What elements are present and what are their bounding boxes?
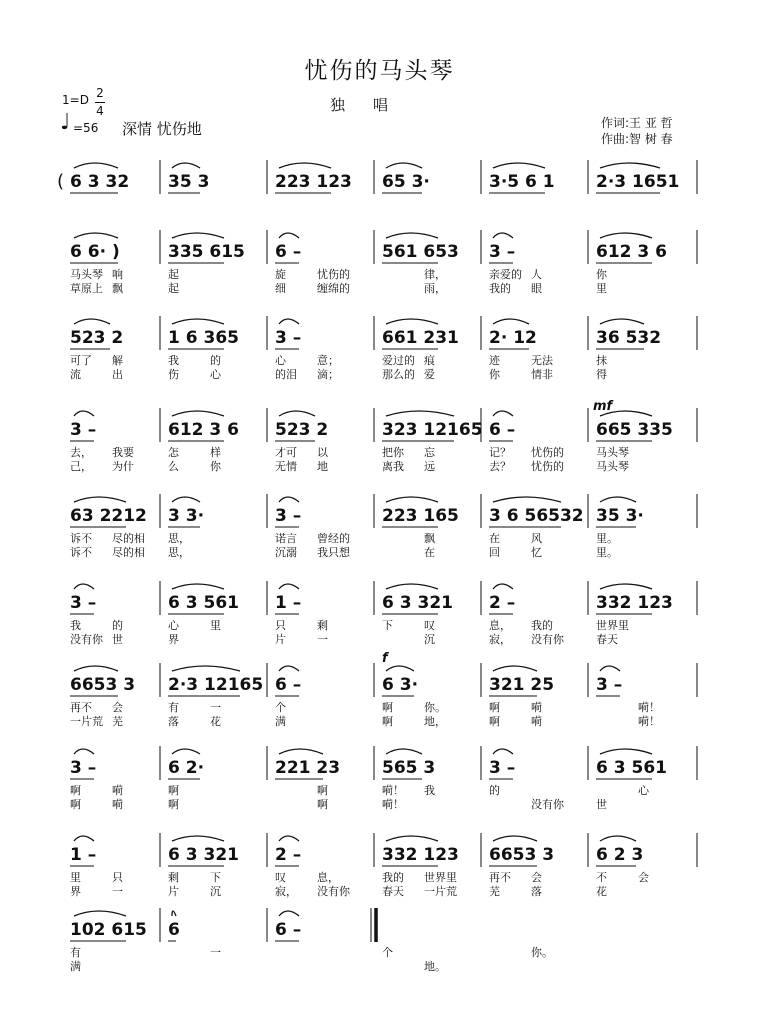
lyric-verse-2: 马头琴 [596, 460, 629, 473]
lyric-verse-2: 一 [317, 633, 328, 646]
lyric-verse-1: 一 [210, 701, 221, 714]
slur [74, 836, 94, 841]
slur [386, 163, 422, 168]
slur [279, 163, 331, 168]
lyric-verse-1: 有 [70, 946, 81, 959]
lyric-verse-1: 的 [489, 784, 500, 797]
lyric-verse-1: 我的 [382, 871, 404, 884]
measure-notes: 661 231 [382, 328, 459, 348]
lyric-verse-1: 无法 [531, 354, 553, 367]
lyric-verse-1: 怎 [168, 446, 179, 459]
measure-notes: 3 – [70, 420, 97, 440]
slur [279, 233, 299, 238]
lyric-verse-1: 你。 [424, 701, 446, 714]
slur [279, 749, 323, 754]
measure-notes: 6 – [489, 420, 516, 440]
measure-notes: 6653 3 [70, 675, 136, 695]
slur [279, 319, 299, 324]
lyric-verse-2: 没有你 [531, 633, 564, 646]
lyric-verse-2: 满 [70, 960, 81, 973]
lyric-verse-2: 一 [112, 885, 123, 898]
lyric-verse-2: 情非 [531, 368, 553, 381]
measure-notes: 3 – [596, 675, 623, 695]
lyric-verse-1: 尽的相 [112, 532, 145, 545]
lyric-verse-1: 的 [210, 354, 221, 367]
slur [172, 749, 200, 754]
lyric-verse-1: 息， [317, 871, 339, 884]
slur [386, 233, 438, 238]
lyric-verse-1: 解 [112, 354, 123, 367]
slur [74, 666, 118, 671]
lyric-verse-1: 风 [531, 532, 542, 545]
lyric-verse-1: 啊 [489, 701, 500, 714]
measure-notes: 2·3 12165 [168, 675, 264, 695]
lyric-verse-2: 嗬 [531, 715, 542, 728]
lyric-verse-2: 满 [275, 715, 286, 728]
lyric-verse-2: 忧伤的 [531, 460, 564, 473]
lyric-verse-2: 诉不 [70, 546, 92, 559]
lyric-verse-2: 雨， [424, 282, 446, 295]
lyric-verse-1: 可了 [70, 354, 92, 367]
slur [74, 319, 110, 324]
lyric-verse-2: 啊 [317, 798, 328, 811]
slur [172, 584, 224, 589]
measure-notes: 65 3· [382, 172, 430, 192]
measure-notes: 612 3 6 [168, 420, 239, 440]
lyric-verse-2: 己， [70, 460, 92, 473]
lyric-verse-1: 世界里 [424, 871, 457, 884]
slur [74, 584, 94, 589]
lyric-verse-2: 眼 [531, 282, 542, 295]
lyric-verse-1: 世界里 [596, 619, 629, 632]
lyric-verse-2: 起 [168, 282, 179, 295]
measure-notes: 3 – [489, 758, 516, 778]
measure-notes: 612 3 6 [596, 242, 667, 262]
lyric-verse-1: 人 [531, 268, 542, 281]
lyric-verse-2: 在 [424, 546, 435, 559]
lyric-verse-1: 叹 [275, 871, 286, 884]
lyric-verse-1: 嗬！ [638, 701, 660, 714]
lyric-verse-1: 再不 [489, 871, 511, 884]
lyric-verse-2: 滴； [317, 368, 339, 381]
lyric-verse-2: 春天 [382, 885, 404, 898]
lyric-verse-2: 一片荒 [424, 885, 457, 898]
lyric-verse-1: 我 [168, 354, 179, 367]
lyric-verse-1: 起 [168, 268, 179, 281]
quarter-note-icon: ♩ [60, 110, 71, 135]
lyric-verse-1: 马头琴 [596, 446, 629, 459]
measure-notes: 223 123 [275, 172, 352, 192]
slur [493, 666, 537, 671]
repeat-bracket: ( [57, 171, 65, 192]
lyric-verse-2: 花 [210, 715, 221, 728]
lyric-verse-1: 马头琴 [70, 268, 103, 281]
slur [279, 836, 299, 841]
lyric-verse-2: 的泪 [275, 368, 297, 381]
lyric-verse-2: 去？ [489, 460, 511, 473]
lyric-verse-1: 剩 [317, 619, 328, 632]
lyric-verse-2: 地 [317, 460, 328, 473]
lyric-verse-1: 嗬！ [382, 784, 404, 797]
measure-notes: 6653 3 [489, 845, 555, 865]
slur [74, 497, 126, 502]
measure-notes: 561 653 [382, 242, 459, 262]
measure-notes: 1 – [275, 593, 302, 613]
lyric-verse-1: 嗬 [531, 701, 542, 714]
slur [386, 749, 422, 754]
measure-notes: 3 – [70, 758, 97, 778]
lyric-verse-2: 芜 [112, 715, 123, 728]
lyric-verse-1: 会 [638, 871, 649, 884]
lyric-verse-2: 片 [168, 885, 179, 898]
measure-notes: 2 – [489, 593, 516, 613]
measure-notes: 36 532 [596, 328, 662, 348]
lyric-verse-2: 流 [70, 368, 81, 381]
lyric-verse-1: 个 [275, 701, 286, 714]
slur [279, 911, 299, 916]
performance-type: 独唱 [330, 96, 417, 114]
measure-notes: 102 615 [70, 920, 147, 940]
lyric-verse-2: 嗬 [112, 798, 123, 811]
lyric-verse-1: 样 [210, 446, 221, 459]
slur [172, 666, 240, 671]
time-denominator: 4 [96, 104, 104, 118]
lyric-verse-2: 心 [210, 368, 221, 381]
measure-notes: 3 – [489, 242, 516, 262]
measure-notes: 1 – [70, 845, 97, 865]
lyric-verse-2: 寂， [275, 885, 297, 898]
lyric-verse-1: 里 [210, 619, 221, 632]
measure-notes: 6 3· [382, 675, 419, 695]
expression-marking: 深情 忧伤地 [122, 120, 202, 138]
lyric-verse-1: 你 [596, 268, 607, 281]
lyric-verse-1: 曾经的 [317, 532, 350, 545]
dynamic-marking: mf [593, 399, 613, 414]
slur [493, 584, 513, 589]
measure-notes: 335 615 [168, 242, 245, 262]
slur [493, 749, 513, 754]
lyric-verse-1: 我 [424, 784, 435, 797]
measure-notes: 6 – [275, 675, 302, 695]
slur [172, 911, 176, 916]
measure-notes: 221 23 [275, 758, 341, 778]
measure-notes: 523 2 [275, 420, 329, 440]
lyric-verse-1: 记？ [489, 446, 511, 459]
lyric-verse-1: 迹 [489, 354, 500, 367]
lyric-verse-2: 界 [168, 633, 179, 646]
lyric-verse-2: 啊 [489, 715, 500, 728]
lyric-verse-2: 沉溺 [275, 546, 297, 559]
measure-notes: 3 3· [168, 506, 205, 526]
lyric-verse-2: 界 [70, 885, 81, 898]
slur [600, 836, 636, 841]
slur [279, 584, 299, 589]
measure-notes: 3 6 56532 [489, 506, 584, 526]
lyric-verse-2: 芜 [489, 885, 500, 898]
lyric-verse-1: 我要 [112, 446, 134, 459]
lyric-verse-2: 一片荒 [70, 715, 103, 728]
slur [600, 163, 660, 168]
lyric-verse-1: 心 [638, 784, 649, 797]
lyric-verse-1: 啊 [168, 784, 179, 797]
lyric-verse-2: 回 [489, 546, 500, 559]
lyric-verse-1: 去， [70, 446, 92, 459]
lyric-verse-1: 诉不 [70, 532, 92, 545]
slur [74, 911, 126, 916]
lyric-verse-2: 寂， [489, 633, 511, 646]
lyric-verse-2: 为什 [112, 460, 134, 473]
measure-notes: 6 – [275, 242, 302, 262]
slur [172, 411, 224, 416]
lyric-verse-2: 你 [489, 368, 500, 381]
measure-notes: 2·3 1651 [596, 172, 680, 192]
lyric-verse-1: 我 [70, 619, 81, 632]
lyric-verse-2: 里。 [596, 546, 618, 559]
lyric-verse-1: 忧伤的 [317, 268, 350, 281]
lyric-verse-1: 旋 [275, 268, 286, 281]
lyric-verse-2: 嗬！ [382, 798, 404, 811]
slur [386, 319, 438, 324]
measure-notes: 3 – [275, 328, 302, 348]
lyric-verse-2: 啊 [168, 798, 179, 811]
lyric-verse-1: 会 [531, 871, 542, 884]
lyric-verse-2: 你 [210, 460, 221, 473]
slur [493, 497, 561, 502]
lyric-verse-2: 我的 [489, 282, 511, 295]
lyric-verse-1: 下 [382, 619, 393, 632]
measure-notes: 35 3· [596, 506, 644, 526]
lyric-verse-1: 意； [317, 354, 339, 367]
lyric-verse-1: 我的 [531, 619, 553, 632]
lyric-verse-2: 没有你 [70, 633, 103, 646]
lyric-verse-2: 无情 [275, 460, 297, 473]
measure-notes: 6 3 32 [70, 172, 130, 192]
measure-notes: 6 [168, 920, 180, 940]
slur [172, 497, 200, 502]
slur [600, 584, 652, 589]
time-numerator: 2 [96, 86, 104, 100]
lyric-verse-2: 出 [112, 368, 123, 381]
lyric-verse-1: 啊 [382, 701, 393, 714]
slur [386, 584, 438, 589]
measure-notes: 2· 12 [489, 328, 537, 348]
lyric-verse-2: 沉 [424, 633, 435, 646]
lyric-verse-1: 忧伤的 [531, 446, 564, 459]
lyric-verse-2: 地。 [424, 960, 446, 973]
lyric-verse-1: 啊 [70, 784, 81, 797]
song-title: 忧伤的马头琴 [304, 58, 455, 84]
slur [172, 233, 224, 238]
lyric-verse-1: 痕 [424, 354, 435, 367]
lyric-verse-2: 伤 [168, 368, 179, 381]
lyric-verse-2: 爱 [424, 368, 435, 381]
lyric-verse-2: 思， [168, 546, 190, 559]
lyric-verse-2: 飘 [112, 282, 123, 295]
lyric-verse-1: 再不 [70, 701, 92, 714]
lyric-verse-1: 心 [275, 354, 286, 367]
lyric-verse-1: 里。 [596, 532, 618, 545]
measure-notes: 332 123 [596, 593, 673, 613]
slur [74, 411, 94, 416]
lyric-verse-2: 春天 [596, 633, 618, 646]
lyric-verse-1: 的 [112, 619, 123, 632]
lyric-verse-1: 飘 [424, 532, 435, 545]
slur [600, 749, 652, 754]
measure-notes: 2 – [275, 845, 302, 865]
lyric-verse-1: 亲爱的 [489, 268, 522, 281]
slur [493, 319, 529, 324]
lyric-verse-1: 啊 [317, 784, 328, 797]
lyric-verse-1: 下 [210, 871, 221, 884]
slur [172, 319, 224, 324]
lyric-verse-1: 以 [317, 446, 328, 459]
lyric-verse-1: 里 [70, 871, 81, 884]
measure-notes: 332 123 [382, 845, 459, 865]
lyric-verse-1: 你。 [531, 946, 553, 959]
lyric-verse-2: 嗬！ [638, 715, 660, 728]
lyric-verse-1: 会 [112, 701, 123, 714]
lyric-verse-2: 草原上 [70, 282, 103, 295]
slur [493, 233, 513, 238]
measure-notes: 523 2 [70, 328, 124, 348]
lyric-verse-1: 律， [424, 268, 446, 281]
lyric-verse-2: 啊 [70, 798, 81, 811]
measure-notes: 6 3 321 [382, 593, 453, 613]
measure-notes: 6 6· ) [70, 242, 120, 262]
lyric-verse-1: 才可 [275, 446, 297, 459]
slur [386, 411, 454, 416]
measure-notes: 35 3 [168, 172, 210, 192]
lyric-verse-2: 落 [531, 885, 542, 898]
lyric-verse-2: 离我 [382, 460, 404, 473]
lyric-verse-2: 远 [424, 460, 435, 473]
measure-notes: 1 6 365 [168, 328, 239, 348]
slur [600, 319, 644, 324]
slur [386, 497, 438, 502]
tempo-marking: =56 [73, 121, 99, 135]
lyric-verse-2: 世 [112, 633, 123, 646]
measure-notes: 6 3 561 [168, 593, 239, 613]
lyric-verse-1: 心 [168, 619, 179, 632]
measure-notes: 6 – [275, 920, 302, 940]
composer-credit: 作曲:智 树 春 [601, 132, 673, 146]
slur [493, 163, 545, 168]
lyric-verse-2: 忆 [531, 546, 542, 559]
slur [279, 666, 299, 671]
slur [172, 163, 200, 168]
lyric-verse-2: 没有你 [317, 885, 350, 898]
slur [74, 233, 118, 238]
lyricist-credit: 作词:王 亚 哲 [601, 116, 673, 130]
slur [493, 411, 513, 416]
measure-notes: 321 25 [489, 675, 555, 695]
measure-notes: 6 3 321 [168, 845, 239, 865]
lyric-verse-2: 里 [596, 282, 607, 295]
slur [386, 666, 414, 671]
measure-notes: 6 2 3 [596, 845, 644, 865]
measure-notes: 223 165 [382, 506, 459, 526]
lyric-verse-1: 忘 [424, 446, 435, 459]
measure-notes: 323 12165 [382, 420, 483, 440]
lyric-verse-1: 在 [489, 532, 500, 545]
key-signature: 1=D [62, 93, 89, 107]
lyric-verse-1: 把你 [382, 446, 404, 459]
dynamic-marking: f [382, 651, 388, 666]
lyric-verse-1: 嗬 [112, 784, 123, 797]
lyric-verse-2: 花 [596, 885, 607, 898]
lyric-verse-2: 世 [596, 798, 607, 811]
slur [279, 497, 299, 502]
lyric-verse-2: 没有你 [531, 798, 564, 811]
lyric-verse-1: 一 [210, 946, 221, 959]
measure-notes: 6 3 561 [596, 758, 667, 778]
lyric-verse-1: 爱过的 [382, 354, 415, 367]
measure-notes: 565 3 [382, 758, 436, 778]
lyric-verse-2: 得 [596, 368, 607, 381]
lyric-verse-1: 有 [168, 701, 179, 714]
lyric-verse-2: 落 [168, 715, 179, 728]
lyric-verse-1: 只 [112, 871, 123, 884]
lyric-verse-1: 剩 [168, 871, 179, 884]
lyric-verse-2: 细 [275, 282, 286, 295]
lyric-verse-2: 我只想 [317, 546, 350, 559]
lyric-verse-1: 抹 [596, 354, 607, 367]
slur [600, 497, 636, 502]
slur [600, 666, 620, 671]
lyric-verse-1: 响 [112, 268, 123, 281]
lyric-verse-1: 思， [168, 532, 190, 545]
slur [74, 749, 94, 754]
slur [74, 163, 118, 168]
measure-notes: 6 2· [168, 758, 205, 778]
lyric-verse-2: 么 [168, 460, 179, 473]
measure-notes: 3 – [275, 506, 302, 526]
slur [386, 836, 438, 841]
lyric-verse-2: 缠绵的 [317, 282, 350, 295]
lyric-verse-2: 尽的相 [112, 546, 145, 559]
lyric-verse-1: 个 [382, 946, 393, 959]
slur [279, 411, 315, 416]
lyric-verse-2: 沉 [210, 885, 221, 898]
lyric-verse-1: 叹 [424, 619, 435, 632]
measure-notes: 665 335 [596, 420, 673, 440]
lyric-verse-1: 息， [489, 619, 511, 632]
measure-notes: 63 2212 [70, 506, 147, 526]
lyric-verse-1: 只 [275, 619, 286, 632]
lyric-verse-2: 啊 [382, 715, 393, 728]
lyric-verse-1: 诺言 [275, 532, 297, 545]
slur [172, 836, 224, 841]
lyric-verse-2: 那么的 [382, 368, 415, 381]
lyric-verse-1: 不 [596, 871, 607, 884]
slur [600, 233, 652, 238]
measure-notes: 3·5 6 1 [489, 172, 555, 192]
slur [493, 836, 537, 841]
lyric-verse-2: 地， [424, 715, 446, 728]
measure-notes: 3 – [70, 593, 97, 613]
lyric-verse-2: 片 [275, 633, 286, 646]
